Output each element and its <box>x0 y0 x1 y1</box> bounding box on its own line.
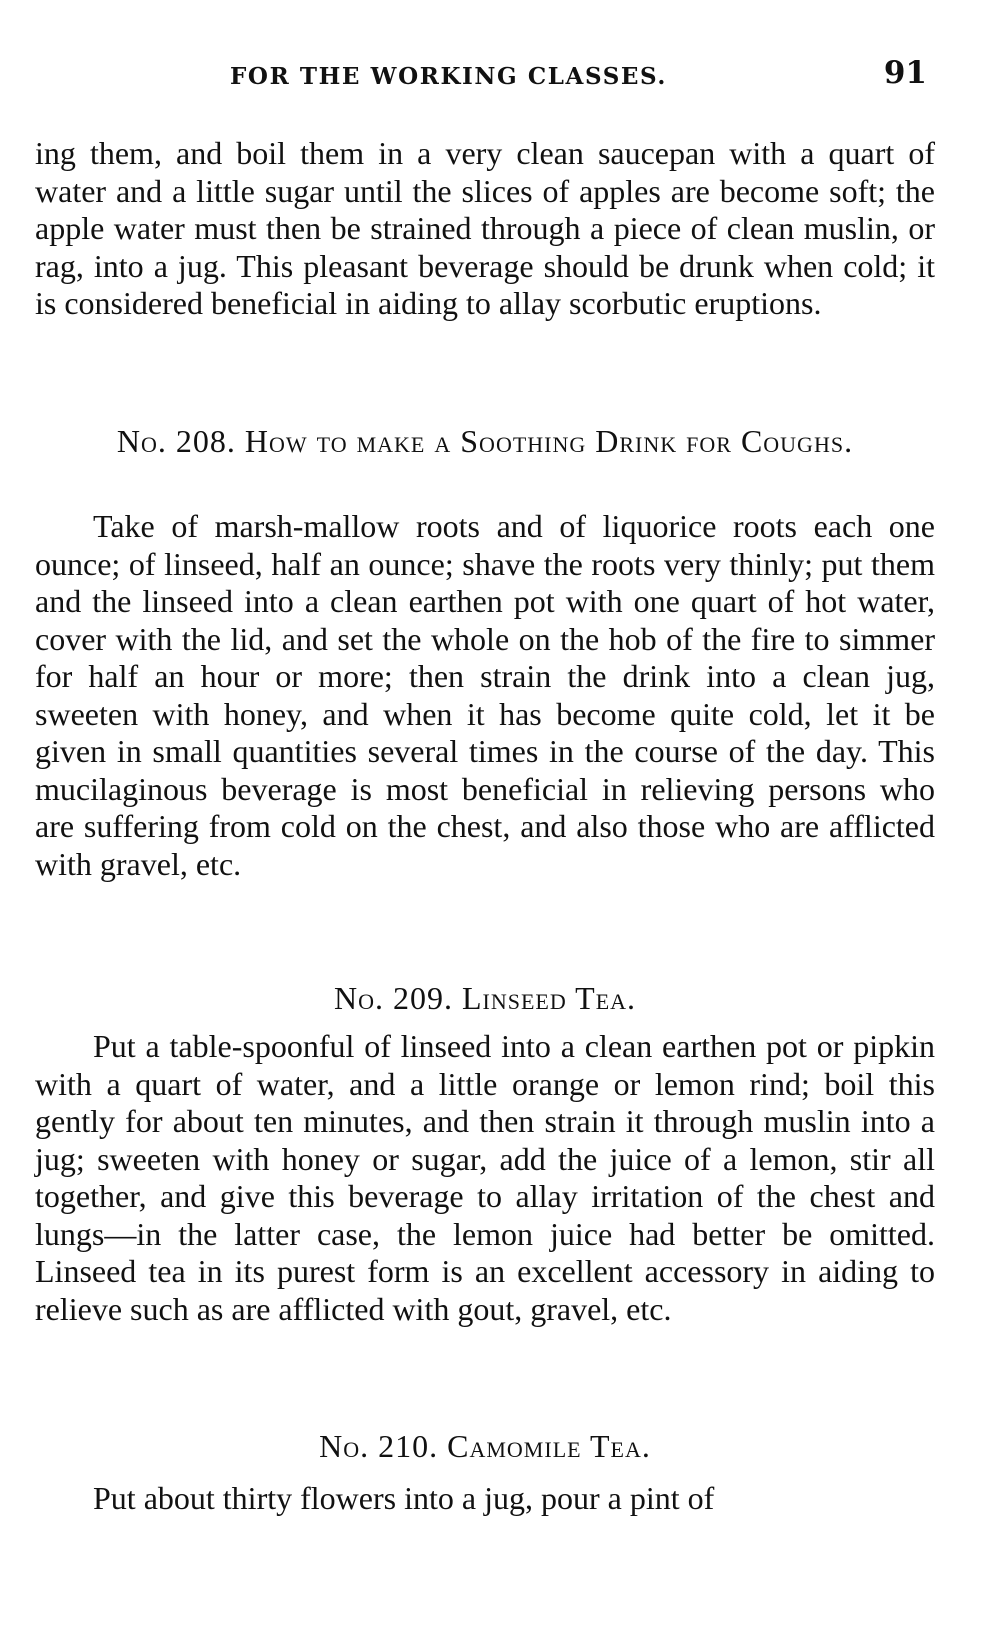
recipe-210-heading: No. 210. Camomile Tea. <box>319 1428 651 1464</box>
recipe-208-heading: No. 208. How to make a Soothing Drink for Coughs. <box>116 423 854 459</box>
recipe-209-heading: No. 209. Linseed Tea. <box>333 980 637 1016</box>
running-head <box>35 55 935 95</box>
running-title: FOR THE WORKING CLASSES. <box>230 63 668 90</box>
continued-paragraph: ing them, and boil them in a very clean saucepan with a quart of water and a little sugar until the slices of apples are become soft; the apple water must then be strained through a piece of clean muslin, or rag, into a jug. This pleasant beverage should be drunk when cold; it is considered beneficial in aiding to allay scorbutic eruptions. <box>35 135 935 321</box>
recipe-210-text: Put about thirty flowers into a jug, pour a pint of <box>93 1480 715 1516</box>
recipe-209-text: Put a table-spoonful of linseed into a clean earthen pot or pipkin with a quart of water, and a little orange or lemon rind; boil this gently for about ten minutes, and then strain it through muslin into a jug; sweeten with honey or sugar, add the juice of a lemon, stir all together, and give this beverage to allay irritation of the chest and lungs—in the latter case, the lemon juice had better be omitted. Linseed tea in its purest form is an excellent accessory in aiding to relieve such as are afflicted with gout, gravel, etc. <box>35 1028 935 1327</box>
page-number: 91 <box>883 55 927 91</box>
recipe-208-text: Take of marsh-mallow roots and of liquorice roots each one ounce; of linseed, half an ounce; shave the roots very thinly; put them and the linseed into a clean earthen pot with one quart of hot water, cover with the lid, and set the whole on the hob of the fire to simmer for half an hour or more; then strain the drink into a clean jug, sweeten with honey, and when it has become quite cold, let it be given in small quantities several times in the course of the day. This mucilaginous beverage is most beneficial in relieving persons who are suffering from cold on the chest, and also those who are afflicted with gravel, etc. <box>35 508 935 882</box>
